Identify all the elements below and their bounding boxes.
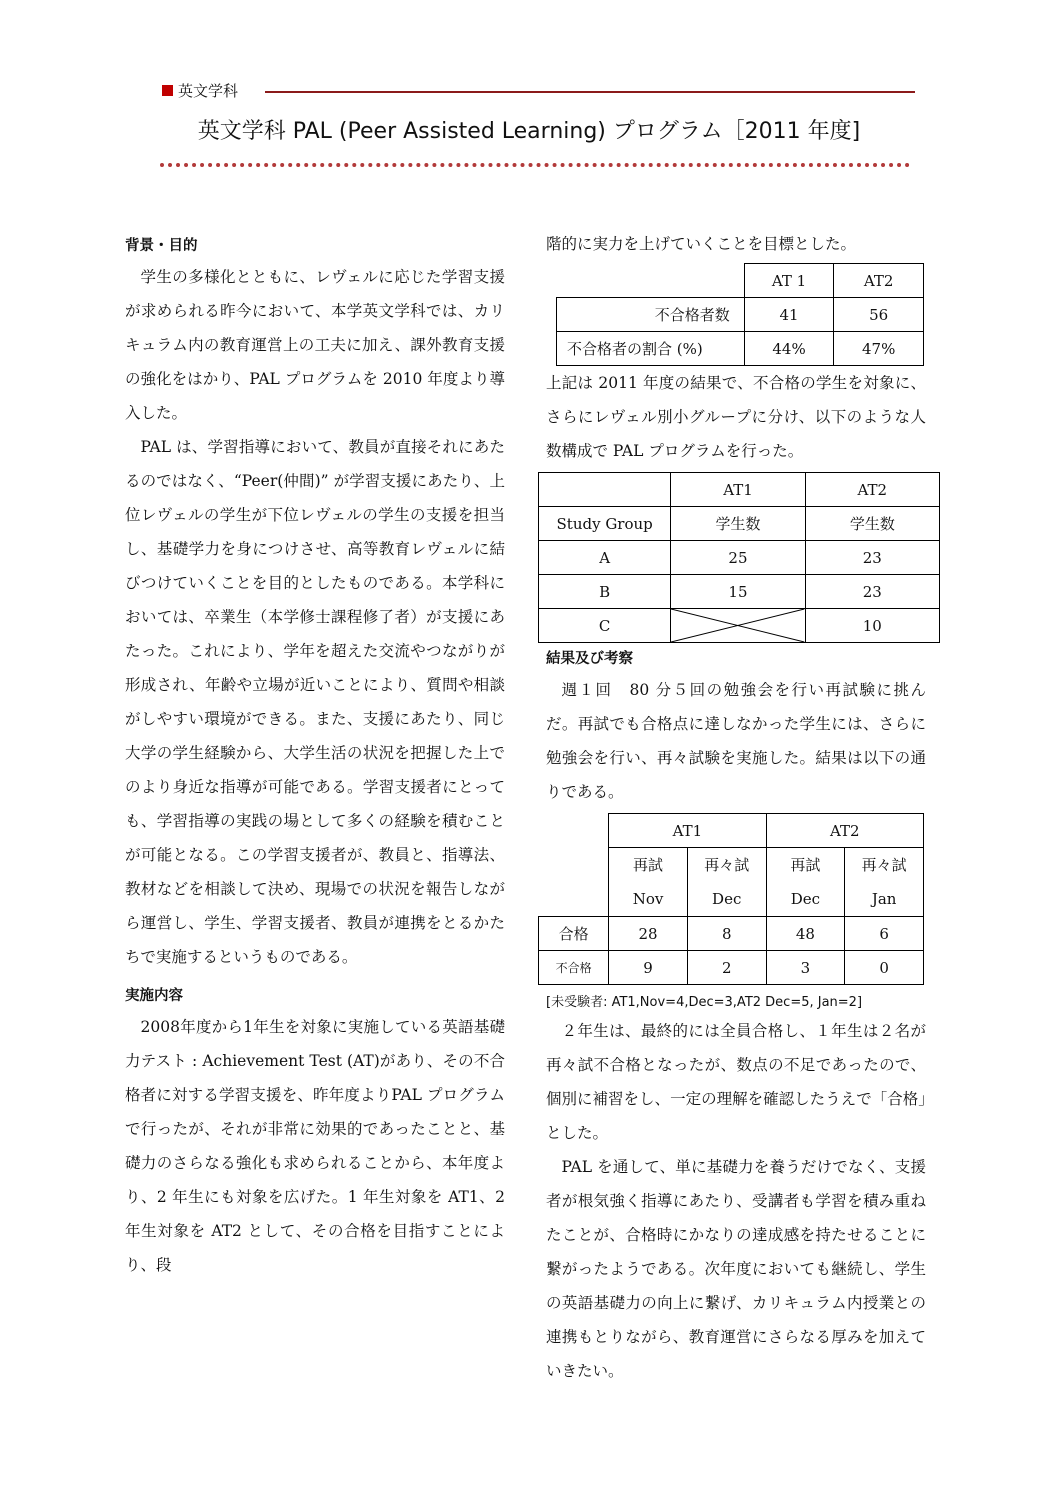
cross-out-icon bbox=[671, 609, 804, 642]
paragraph-intro: 学生の多様化とともに、レヴェルに応じた学習支援が求められる昨今において、本学英文学科では、カリキュラム内の教育運営上の工夫に加え、課外教育支援の強化をはかり、PAL プログラムを 2010 年度より導入した。 bbox=[125, 268, 505, 422]
dotted-divider bbox=[160, 163, 910, 167]
right-column bbox=[546, 227, 926, 1388]
header-rule bbox=[265, 91, 915, 93]
table-cell: 48 bbox=[766, 917, 845, 951]
row-label: B bbox=[539, 575, 671, 609]
table-cell: 10 bbox=[805, 609, 939, 643]
table-header: AT2 bbox=[766, 814, 923, 848]
table-cell: 学生数 bbox=[671, 507, 805, 541]
row-label: Study Group bbox=[539, 507, 671, 541]
row-label: 不合格者数 bbox=[557, 298, 745, 332]
row-label: 不合格 bbox=[539, 951, 609, 985]
paragraph-final-2: PAL を通して、単に基礎力を養うだけでなく、支援者が根気強く指導にあたり、受講者も学習を積み重ねたことが、合格時にかなりの達成感を持たせることに繋がったようである。次年度においても継続し、学生の英語基礎力の向上に繋げ、カリキュラム内授業との連携もとりながら、教育運営にさらなる厚みを加えていきたい。 bbox=[546, 1158, 926, 1380]
table-header: AT1 bbox=[609, 814, 766, 848]
table-cell: 9 bbox=[609, 951, 688, 985]
exam-header: 再々試 Jan bbox=[845, 848, 924, 917]
paragraph-implementation: 2008年度から1年生を対象に実施している英語基礎力テスト : Achievement Test (AT)があり、その不合格者に対する学習支援を、昨年度よりPAL プログラムで行ったが、それが非常に効果的であったことと、基礎力のさらなる強化も求められることから、本年度より、2 年生にも対象を広げた。1 年生対象を AT1、2 年生対象を AT2 として、その合格を目指すことにより、段 bbox=[125, 1018, 505, 1274]
exam-header: 再々試 Dec bbox=[687, 848, 766, 917]
empty-cell bbox=[671, 609, 805, 643]
table-cell: 学生数 bbox=[805, 507, 939, 541]
study-group-table bbox=[538, 472, 940, 643]
table-cell: 15 bbox=[671, 575, 805, 609]
table-cell: 25 bbox=[671, 541, 805, 575]
failure-table bbox=[556, 263, 924, 366]
paragraph-pal: PAL は、学習指導において、教員が直接それにあたるのではなく、“Peer(仲間)” が学習支援にあたり、上位レヴェルの学生が下位レヴェルの学生の支援を担当し、基礎学力を身につけさせ、高等教育レヴェルに結びつけていくことを目的としたものである。本学科においては、卒業生（本学修士課程修了者）が支援にあたった。これにより、学年を超えた交流やつながりが形成され、年齢や立場が近いことにより、質問や相談がしやすい環境ができる。また、支援にあたり、同じ大学の学生経験から、大学生活の状況を把握した上でのより身近な指導が可能である。学習支援者にとっても、学習指導の実践の場として多くの経験を積むことが可能となる。この学習支援者が、教員と、指導法、教材などを相談して決め、現場での状況を報告しながら運営し、学生、学習支援者、教員が連携をとるかたちで実施するというものである。 bbox=[125, 438, 505, 966]
paragraph-final-1: ２年生は、最終的には全員合格し、１年生は２名が再々試不合格となったが、数点の不足であったので、個別に補習をし、一定の理解を確認したうえで「合格」とした。 bbox=[546, 1022, 926, 1142]
table-cell: 8 bbox=[687, 917, 766, 951]
table-header: AT 1 bbox=[744, 264, 834, 298]
table-header: AT2 bbox=[834, 264, 924, 298]
exam-header: 再試 Nov bbox=[609, 848, 688, 917]
paragraph-results: 週１回 80 分５回の勉強会を行い再試験に挑んだ。再試でも合格点に達しなかった学生には、さらに勉強会を行い、再々試験を実施した。結果は以下の通りである。 bbox=[546, 681, 926, 801]
row-label: 不合格者の割合 (%) bbox=[557, 332, 745, 366]
row-label: C bbox=[539, 609, 671, 643]
heading-implementation: 実施内容 bbox=[125, 988, 183, 1004]
table-header: AT1 bbox=[671, 473, 805, 507]
results-table bbox=[538, 813, 924, 985]
table-cell: 2 bbox=[687, 951, 766, 985]
table-cell: 23 bbox=[805, 541, 939, 575]
table-cell: 47% bbox=[834, 332, 924, 366]
section-tag bbox=[162, 80, 238, 101]
exam-header: 再試 Dec bbox=[766, 848, 845, 917]
red-square-icon bbox=[162, 85, 173, 96]
paragraph-after-table1: 上記は 2011 年度の結果で、不合格の学生を対象に、さらにレヴェル別小グループに分け、以下のような人数構成で PAL プログラムを行った。 bbox=[546, 374, 926, 460]
row-label: A bbox=[539, 541, 671, 575]
row-label: 合格 bbox=[539, 917, 609, 951]
table-cell: 0 bbox=[845, 951, 924, 985]
left-column bbox=[125, 232, 505, 1282]
table-cell: 28 bbox=[609, 917, 688, 951]
table-header: AT2 bbox=[805, 473, 939, 507]
table-cell: 44% bbox=[744, 332, 834, 366]
table-cell: 6 bbox=[845, 917, 924, 951]
absentee-note: [未受験者: AT1,Nov=4,Dec=3,AT2 Dec=5, Jan=2] bbox=[546, 995, 863, 1010]
table-cell: 3 bbox=[766, 951, 845, 985]
paragraph-continued: 階的に実力を上げていくことを目標とした。 bbox=[546, 235, 857, 253]
table-cell: 41 bbox=[744, 298, 834, 332]
page-title: 英文学科 PAL (Peer Assisted Learning) プログラム［2011 年度] bbox=[197, 119, 861, 144]
table-cell: 23 bbox=[805, 575, 939, 609]
heading-results: 結果及び考察 bbox=[546, 651, 633, 667]
heading-background: 背景・目的 bbox=[125, 238, 198, 254]
table-cell: 56 bbox=[834, 298, 924, 332]
section-tag-label: 英文学科 bbox=[178, 82, 239, 100]
